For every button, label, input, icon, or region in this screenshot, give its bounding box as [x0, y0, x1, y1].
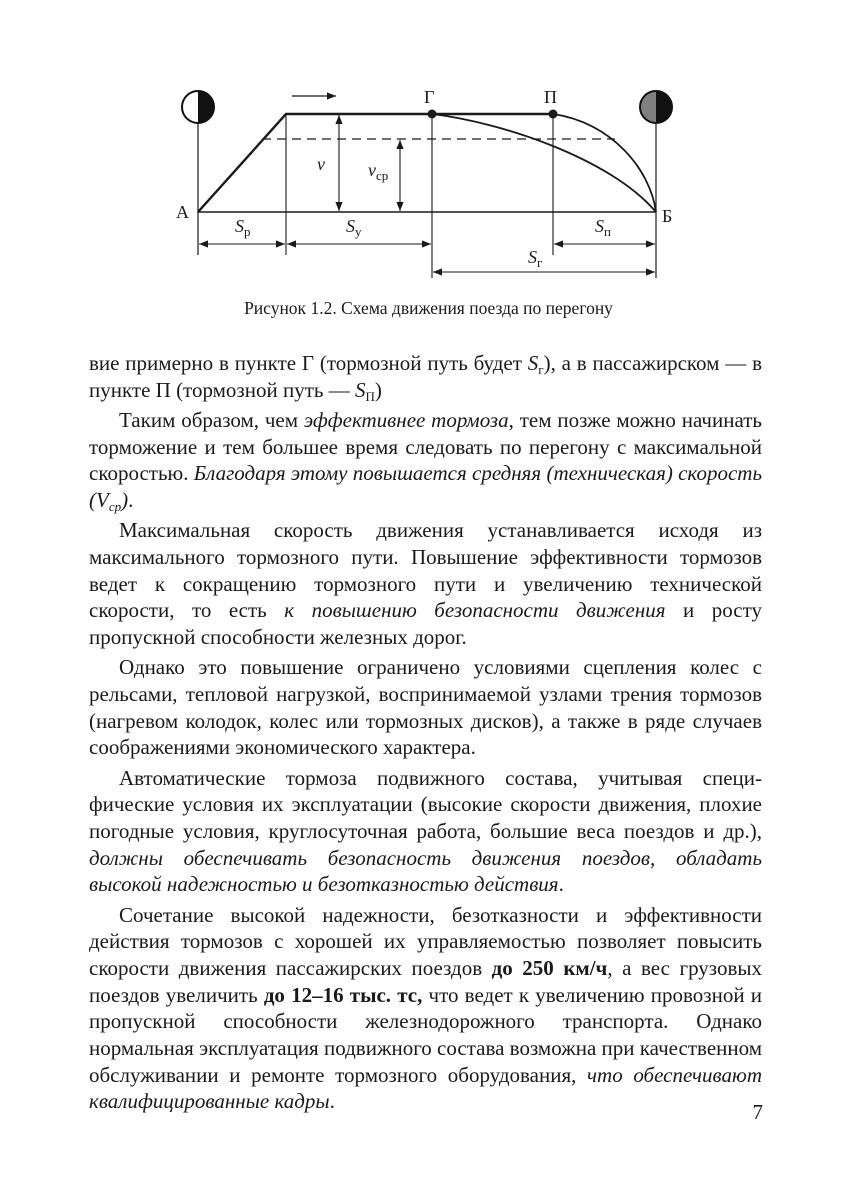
vcp-label: $v_{ср}$	[368, 160, 389, 183]
paragraph-1: вие примерно в пункте Г (тормозной путь будет $S_г$), а в пассажирском — в пункте П (тормозной путь — $S_П$)	[89, 351, 762, 404]
paragraph-3: Максимальная скорость движения устанавливается исходя из максимального тормозного пути. Повышение эффективности тормозов ведет к сокращению тормозного пути и увеличению технической скорости, то есть к повышению безопасности движения и росту пропускной способности железных дорог.	[89, 518, 763, 650]
sp-label: $S_п$	[595, 216, 611, 239]
train-movement-diagram	[0, 0, 857, 295]
sy-label: $S_у$	[346, 216, 362, 239]
v-label: v	[317, 154, 325, 174]
paragraph-2: Таким образом, чем эффективнее тормоза, тем позже можно начинать торможение и тем большее время следовать по перегону с максимальной скоростью. Благодаря этому повышается средняя (техническая) скорость $(V_{ср})$.	[89, 407, 763, 515]
braking-curve-g	[432, 114, 656, 212]
page-number: 7	[752, 1100, 763, 1124]
half-gray-circle-icon	[640, 91, 672, 123]
point-b-label: Б	[662, 206, 673, 226]
half-filled-circle-icon	[182, 91, 214, 123]
sr-label: $S_р$	[235, 216, 251, 239]
paragraph-4: Однако это повышение ограничено условиями сцепления колес с рельсами, тепловой нагрузкой, воспринимаемой узлами трения тормозов (нагревом колодок, колес или тормозных дисков), а также в ряде случаев соображениями экономического характера.	[89, 655, 762, 760]
body-text	[89, 350, 762, 1115]
paragraph-5: Автоматические тормоза подвижного состава, учитывая специфические условия их эксплуатации (высокие скорости движения, плохие погодные условия, круглосуточная работа, большие веса поездов и др.), должны обеспечивать безопасность движения поездов, обладать высокой надежностью и безотказностью действия.	[89, 765, 762, 897]
paragraph-6: Сочетание высокой надежности, безотказности и эффективности действия тормозов с хорошей их управляемостью позволяет повысить скорости движения пассажирских поездов до 250 км/ч, а вес грузовых поездов увеличить до 12–16 тыс. тс, что ведет к увеличению провозной и пропускной способности железнодорожного транспорта. Однако нормальная эксплуатация подвижного состава возможна при качественном обслуживании и ремонте тормозного оборудования, что обеспечивают квалифицированные кадры.	[89, 902, 762, 1114]
point-p-label: П	[544, 87, 557, 107]
point-a-label: А	[176, 202, 189, 222]
sg-label: $S_г$	[528, 247, 543, 270]
figure-caption: Рисунок 1.2. Схема движения поезда по перегону	[244, 298, 613, 318]
point-g-marker	[428, 110, 437, 119]
point-p-marker	[549, 110, 558, 119]
point-g-label: Г	[424, 87, 435, 107]
